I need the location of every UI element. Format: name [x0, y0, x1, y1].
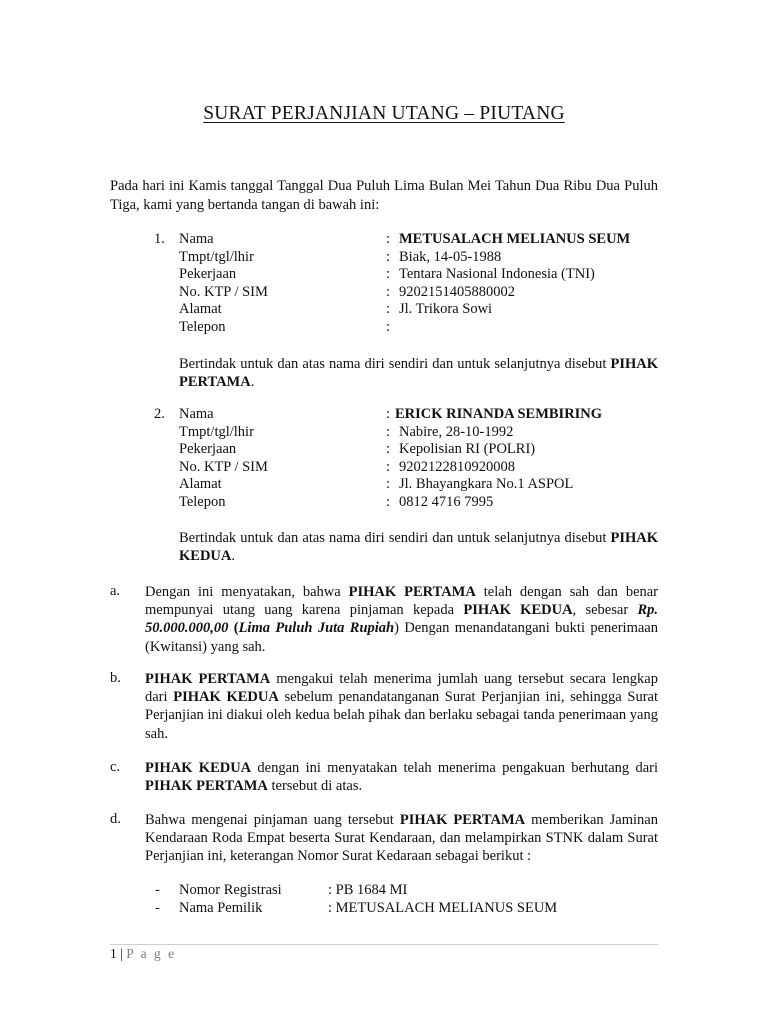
- party-1-statement: [179, 355, 658, 391]
- field-label: Pekerjaan: [179, 266, 237, 283]
- field-value: Tentara Nasional Indonesia (TNI): [399, 266, 595, 283]
- party-2-number: 2.: [154, 406, 165, 422]
- party-2-statement: [179, 529, 658, 565]
- clause-a-text: [145, 583, 658, 656]
- party-2-name: ERICK RINANDA SEMBIRING: [395, 406, 603, 422]
- field-label: Nama Pemilik: [179, 899, 263, 916]
- page-number: 1: [110, 946, 117, 961]
- party-1-name: METUSALACH MELIANUS SEUM: [399, 231, 631, 247]
- loan-amount-words: Lima Puluh Juta Rupiah: [238, 620, 395, 637]
- party-1-details: [146, 231, 666, 337]
- party-designation: PIHAK KEDUA: [173, 689, 279, 706]
- party-designation: PIHAK PERTAMA: [145, 671, 271, 687]
- clause-c-text: [145, 759, 658, 795]
- party-1-row-phone: [146, 319, 666, 337]
- party-2-details: [146, 406, 666, 512]
- clause-text: Dengan ini menyatakan, bahwa: [145, 584, 349, 600]
- clause-letter: d.: [110, 811, 121, 827]
- field-colon: :: [386, 458, 391, 475]
- field-value: 9202151405880002: [399, 283, 515, 300]
- clause-text: sebelum penandatanganan Surat Perjanjian ini, sehingga Surat Perjanjian ini diakui oleh kedua belah pihak dan berlaku sebagai tanda penerimaan yang sah.: [145, 689, 658, 742]
- page-separator: |: [116, 946, 127, 961]
- statement-text: Bertindak untuk dan atas nama diri sendiri dan untuk selanjutnya disebut: [179, 530, 611, 546]
- party-2-row-birth: [146, 424, 666, 442]
- field-colon: :: [386, 423, 391, 440]
- clause-letter: c.: [110, 759, 121, 775]
- party-2-row-job: [146, 441, 666, 459]
- field-colon: :: [386, 266, 391, 283]
- footer-divider: [110, 944, 658, 945]
- field-colon: :: [386, 283, 391, 300]
- clause-text: telah dengan sah dan benar mempunyai utang uang karena pinjaman kepada: [145, 584, 659, 619]
- party-2-row-address: [146, 476, 666, 494]
- field-label: No. KTP / SIM: [179, 283, 268, 300]
- field-value: Biak, 14-05-1988: [399, 248, 502, 265]
- party-1-row-address: [146, 301, 666, 319]
- field-label: Tmpt/tgl/lhir: [179, 248, 254, 265]
- field-colon: :: [386, 248, 391, 265]
- loan-amount: Rp. 50.000.000,00: [145, 602, 658, 637]
- clause-b-text: [145, 670, 658, 743]
- party-1-row-name: [146, 231, 666, 249]
- party-2-row-phone: [146, 494, 666, 512]
- clause-text: dengan ini menyatakan telah menerima pengakuan berhutang dari: [251, 760, 658, 776]
- party-designation: PIHAK KEDUA: [145, 760, 252, 776]
- field-colon: :: [386, 441, 391, 458]
- statement-text: Bertindak untuk dan atas nama diri sendiri dan untuk selanjutnya disebut: [179, 356, 611, 372]
- vehicle-owner-row: [155, 900, 655, 918]
- clause-text: mengakui telah menerima jumlah uang tersebut secara lengkap dari: [145, 671, 658, 706]
- statement-end: .: [231, 548, 235, 564]
- clause-letter: b.: [110, 670, 121, 686]
- field-value: 0812 4716 7995: [399, 493, 494, 510]
- field-label: No. KTP / SIM: [179, 458, 268, 475]
- intro-paragraph: Pada hari ini Kamis tanggal Tanggal Dua Puluh Lima Bulan Mei Tahun Dua Ribu Dua Puluh Tiga, kami yang bertanda tangan di bawah ini:: [110, 178, 658, 213]
- field-colon: :: [386, 493, 391, 510]
- vehicle-registration-row: [155, 882, 655, 900]
- page-footer: [110, 946, 176, 962]
- clause-text: , sebesar: [572, 602, 638, 619]
- clause-letter: a.: [110, 583, 121, 599]
- document-title: SURAT PERJANJIAN UTANG – PIUTANG: [203, 103, 565, 124]
- field-label: Alamat: [179, 301, 222, 318]
- list-dash: -: [155, 882, 160, 898]
- clause-d-text: [145, 811, 658, 866]
- party-1-row-id: [146, 284, 666, 302]
- field-value: : METUSALACH MELIANUS SEUM: [328, 899, 558, 916]
- field-label: Nomor Registrasi: [179, 882, 282, 898]
- field-value: : PB 1684 MI: [328, 882, 408, 898]
- field-colon: :: [386, 406, 391, 422]
- field-value: Jl. Bhayangkara No.1 ASPOL: [399, 476, 574, 493]
- field-value: Jl. Trikora Sowi: [399, 301, 493, 318]
- party-1-row-birth: [146, 249, 666, 267]
- party-2-designation: PIHAK KEDUA: [179, 530, 658, 564]
- party-1-number: 1.: [154, 231, 165, 247]
- clause-text: memberikan Jaminan Kendaraan Roda Empat beserta Surat Kendaraan, dan melampirkan STNK dalam Surat Perjanjian ini, keterangan Nomor Surat Kedaraan sebagai berikut :: [145, 812, 658, 865]
- field-value: Nabire, 28-10-1992: [399, 423, 514, 440]
- party-designation: PIHAK PERTAMA: [145, 778, 268, 795]
- field-value: 9202122810920008: [399, 458, 515, 475]
- list-dash: -: [155, 899, 160, 916]
- field-colon: :: [386, 231, 391, 247]
- party-1-row-job: [146, 266, 666, 284]
- party-2-row-id: [146, 459, 666, 477]
- field-value: Kepolisian RI (POLRI): [399, 441, 536, 458]
- field-colon: :: [386, 476, 391, 493]
- field-label: Alamat: [179, 476, 222, 493]
- field-label: Telepon: [179, 318, 226, 335]
- field-colon: :: [386, 318, 391, 335]
- party-designation: PIHAK KEDUA: [463, 602, 573, 619]
- clause-text: tersebut di atas.: [267, 778, 363, 795]
- field-label: Nama: [179, 406, 214, 422]
- field-colon: :: [386, 301, 391, 318]
- party-designation: PIHAK PERTAMA: [399, 812, 526, 828]
- field-label: Nama: [179, 231, 214, 247]
- field-label: Tmpt/tgl/lhir: [179, 423, 254, 440]
- field-label: Pekerjaan: [179, 441, 237, 458]
- clause-text: ) Dengan menandatangani bukti penerimaan (Kwitansi) yang sah.: [145, 620, 658, 655]
- party-2-row-name: [146, 406, 666, 424]
- party-designation: PIHAK PERTAMA: [348, 584, 476, 600]
- page-word: P a g e: [126, 946, 177, 961]
- statement-end: .: [250, 374, 255, 390]
- party-1-designation: PIHAK PERTAMA: [179, 356, 658, 390]
- field-label: Telepon: [179, 493, 226, 510]
- vehicle-details: [155, 882, 655, 917]
- clause-text: (: [228, 620, 239, 637]
- clause-text: Bahwa mengenai pinjaman uang tersebut: [145, 812, 400, 828]
